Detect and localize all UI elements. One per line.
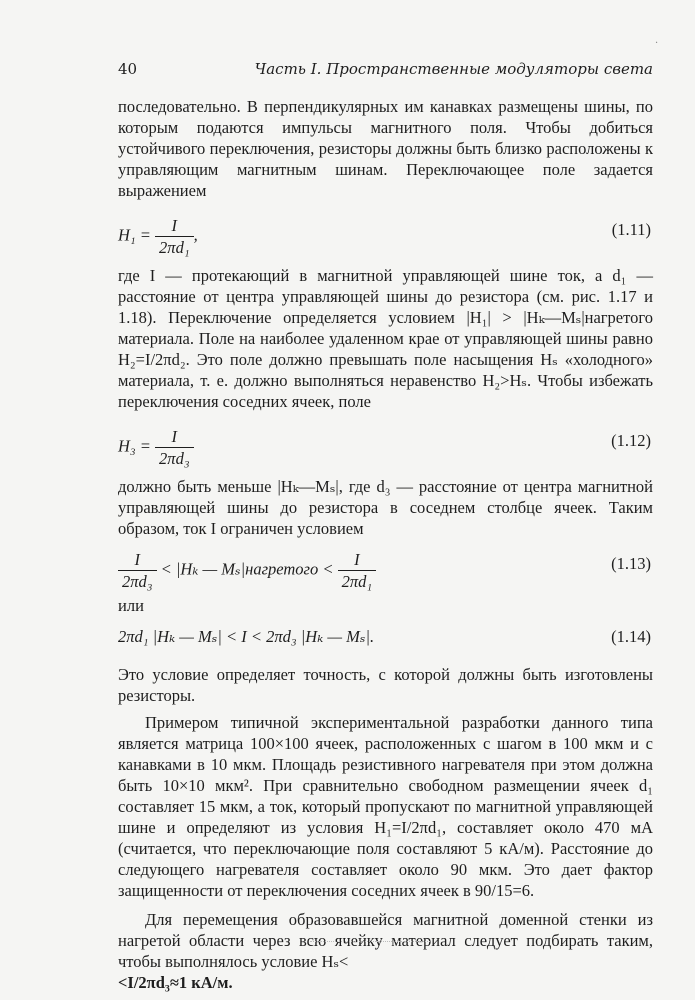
equation-1-13-left-numerator: I <box>118 549 157 571</box>
paragraph-6: Для перемещения образовавшейся магнитной доменной стенки из нагретой области через всю ячейку материал следует подбирать таким, чтобы выполнялось условие Hₛ< <box>118 910 653 971</box>
equation-1-13-right-numerator: I <box>338 549 377 571</box>
equation-1-12-numerator: I <box>155 426 194 448</box>
closing-formula-line: <I/2πd₃≈1 кА/м. <box>118 973 233 992</box>
page-header <box>118 56 653 82</box>
equation-1-11-numerator: I <box>155 215 194 237</box>
running-title: Часть I. Пространственные модуляторы света <box>254 60 653 78</box>
equation-1-12-lhs: H₃ = <box>118 436 151 456</box>
equation-1-11-lhs: H₁ = <box>118 225 151 245</box>
equation-1-11 <box>118 205 653 261</box>
equation-1-13-left-denominator: 2πd₃ <box>122 572 153 591</box>
equation-number-1-13: (1.13) <box>611 554 651 573</box>
paragraph-5: Примером типичной экспериментальной разработки данного типа является матрица 100×100 ячеек, расположенных с шагом в 100 мкм и с канавками в 10 мкм. Площадь резистивного нагревателя при этом должна быть 10×10 мкм². При сравнительно свободном размещении ячеек d₁ составляет 15 мкм, а ток, который пропускают по магнитной управляющей шине и определяют из условия H₁=I/2πd₁, составляет около 470 мА (считается, что переключающие поля составляют 5 кА/м). Расстояние до следующего нагревателя составляет около 90 мкм. Это дает фактор защищенности от переключения соседних ячеек в 90/15=6. <box>118 713 653 900</box>
paragraph-1: последовательно. В перпендикулярных им канавках размещены шины, по которым подаются импульсы магнитного поля. Чтобы добиться устойчивого переключения, резисторы должны быть близко расположены к управляющим магнитным шинам. Переключающее поле задается выражением <box>118 97 653 200</box>
equation-1-11-tail: , <box>193 225 198 245</box>
equation-number-1-12: (1.12) <box>611 431 651 450</box>
bottom-print-artifact <box>310 941 430 945</box>
edge-mark: · <box>655 38 659 49</box>
page-body <box>118 96 653 993</box>
equation-1-13-left-fraction <box>118 549 157 592</box>
equation-1-11-fraction <box>155 215 194 258</box>
paragraph-2: где I — протекающий в магнитной управляющей шине ток, а d₁ — расстояние от центра управляющей шины до резистора (см. рис. 1.17 и 1.18). Переключение определяется условием |H₁| > |Hₖ—Mₛ|нагретого материала. Поле на наиболее удаленном крае от управляющей шины равно H₂=I/2πd₂. Это поле должно превышать поле насыщения Hₛ «холодного» материала, т. е. должно выполняться неравенство H₂>Hₛ. Чтобы избежать переключения соседних ячеек, поле <box>118 266 653 411</box>
equation-1-12-fraction <box>155 426 194 469</box>
connector-word: или <box>118 596 144 615</box>
equation-1-13-middle: < |Hₖ — Mₛ|нагретого < <box>160 559 334 579</box>
paragraph-3: должно быть меньше |Hₖ—Mₛ|, где d₃ — расстояние от центра магнитной управляющей шины до резистора в соседнем столбце ячеек. Таким образом, ток I ограничен условием <box>118 477 653 538</box>
equation-1-13 <box>118 543 653 593</box>
equation-1-12 <box>118 416 653 472</box>
equation-1-11-denominator: 2πd₁ <box>159 238 190 257</box>
page-number: 40 <box>118 60 138 78</box>
equation-1-13-right-fraction <box>338 549 377 592</box>
paragraph-4: Это условие определяет точность, с которой должны быть изготовлены резисторы. <box>118 665 653 705</box>
equation-1-13-right-denominator: 2πd₁ <box>341 572 373 591</box>
equation-number-1-11: (1.11) <box>611 220 651 239</box>
equation-1-13-formula <box>118 549 376 592</box>
equation-1-14-formula: 2πd₁ |Hₖ — Mₛ| < I < 2πd₃ |Hₖ — Mₛ|. <box>118 627 375 646</box>
equation-1-12-denominator: 2πd₃ <box>159 449 190 468</box>
equation-1-14 <box>118 622 653 658</box>
equation-number-1-14: (1.14) <box>611 627 651 646</box>
equation-1-12-formula <box>118 426 194 469</box>
equation-1-11-formula <box>118 215 198 258</box>
